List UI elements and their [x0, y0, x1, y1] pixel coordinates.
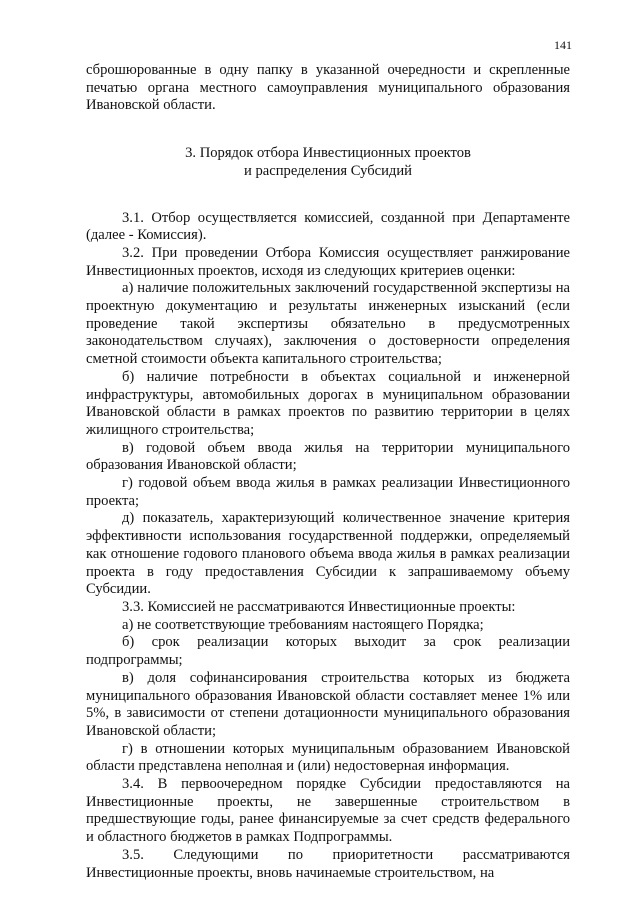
document-body [86, 62, 570, 882]
paragraph-3-2: 3.2. При проведении Отбора Комиссия осуществляет ранжирование Инвестиционных проектов, исходя из следующих критериев оценки: [86, 244, 570, 279]
section-title-line-1: 3. Порядок отбора Инвестиционных проектов [185, 145, 471, 162]
exclusion-a: а) не соответствующие требованиям настоящего Порядка; [122, 616, 484, 633]
paragraph-3-1: 3.1. Отбор осуществляется комиссией, созданной при Департаменте (далее - Комиссия). [86, 209, 570, 244]
paragraph-3-4: 3.4. В первоочередном порядке Субсидии предоставляются на Инвестиционные проекты, не завершенные строительством в предшествующие годы, ранее финансируемые за счет средств федерального и областного бюджетов в рамках Подпрограммы. [86, 776, 570, 846]
section-title-line-2: и распределения Субсидий [244, 162, 412, 179]
page-number: 141 [554, 38, 572, 52]
criterion-v: в) годовой объем ввода жилья на территории муниципального образования Ивановской области; [86, 439, 570, 474]
exclusion-g: г) в отношении которых муниципальным образованием Ивановской области представлена неполная и (или) недостоверная информация. [86, 740, 570, 775]
criterion-d: д) показатель, характеризующий количественное значение критерия эффективности использования государственной поддержки, определяемый как отношение годового планового объема ввода жилья в рамках реализации проекта в году предоставления Субсидии к запрашиваемому объему Субсидии. [86, 510, 570, 598]
exclusion-b: б) срок реализации которых выходит за срок реализации подпрограммы; [86, 634, 570, 669]
section-heading [86, 145, 570, 180]
intro-paragraph: сброшюрованные в одну папку в указанной очередности и скрепленные печатью органа местного самоуправления муниципального образования Ивановской области. [86, 62, 570, 114]
criterion-b: б) наличие потребности в объектах социальной и инженерной инфраструктуры, автомобильных дорогах в муниципальном образовании Ивановской области в рамках проектов по развитию территории в целях жилищного строительства; [86, 368, 570, 438]
paragraph-3-5: 3.5. Следующими по приоритетности рассматриваются Инвестиционные проекты, вновь начинаемые строительством, на [86, 846, 570, 881]
criterion-g: г) годовой объем ввода жилья в рамках реализации Инвестиционного проекта; [86, 475, 570, 509]
paragraph-3-3: 3.3. Комиссией не рассматриваются Инвестиционные проекты: [122, 598, 516, 615]
criterion-a: а) наличие положительных заключений государственной экспертизы на проектную документацию и результаты инженерных изысканий (если проведение такой экспертизы обязательно в предусмотренных законодательством случаях), заключения о достоверности определения сметной стоимости объекта капитального строительства; [86, 280, 570, 368]
exclusion-v: в) доля софинансирования строительства которых из бюджета муниципального образования Ивановской области составляет менее 1% или 5%, в зависимости от степени дотационности муниципального образования Ивановской области; [86, 669, 570, 739]
